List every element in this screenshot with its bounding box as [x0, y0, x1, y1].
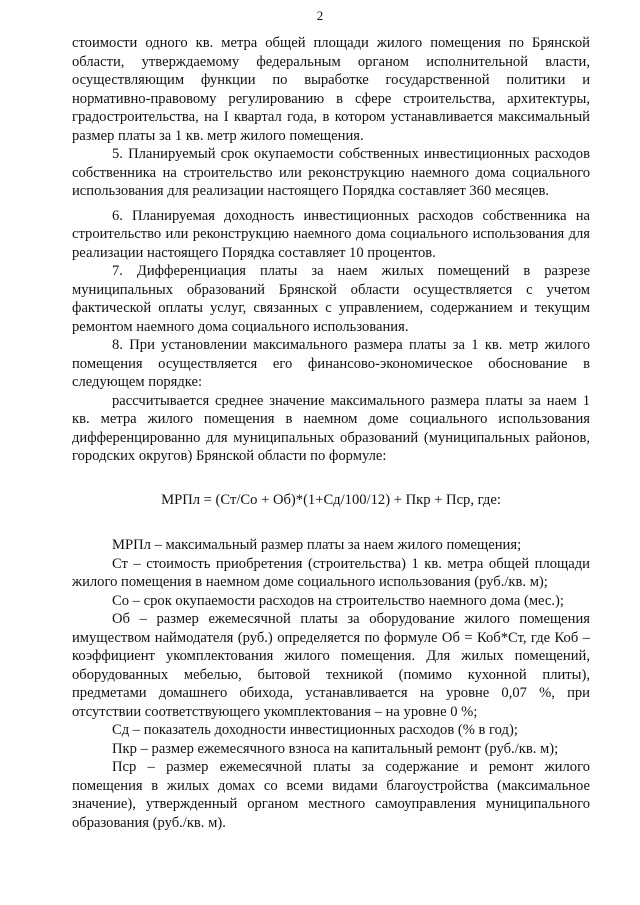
- paragraph-8: 8. При установлении максимального размера платы за 1 кв. метр жилого помещения осуществляется его финансово-экономическое обоснование в следующем порядке:: [72, 337, 590, 390]
- paragraph-5: 5. Планируемый срок окупаемости собственных инвестиционных расходов собственника на строительство или реконструкцию наемного дома социального использования для реализации настоящего Порядка составляет 360 месяцев.: [72, 146, 590, 199]
- paragraph-continuation: стоимости одного кв. метра общей площади жилого помещения по Брянской области, утверждаемому федеральным органом исполнительной власти, осуществляющим функции по выработке государственной политики и нормативно-правовому регулированию в сфере строительства, архитектуры, градостроительства, на I квартал года, в котором устанавливается максимальный размер платы за 1 кв. метр жилого помещения.: [72, 35, 590, 144]
- definition-so: Со – срок окупаемости расходов на строительство наемного дома (мес.);: [112, 592, 564, 609]
- definition-pkr: Пкр – размер ежемесячного взноса на капитальный ремонт (руб./кв. м);: [112, 740, 559, 757]
- definition-st: Ст – стоимость приобретения (строительства) 1 кв. метра общей площади жилого помещения в наемном доме социального использования (руб./кв. м);: [72, 555, 590, 590]
- definition-sd: Сд – показатель доходности инвестиционных расходов (% в год);: [112, 722, 518, 738]
- paragraph-calculation: рассчитывается среднее значение максимального размера платы за наем 1 кв. метра жилого помещения в наемном доме социального использования дифференцированно для муниципальных образований (муниципальных районов, городских округов) Брянской области по формуле:: [72, 392, 590, 464]
- definition-psr: Пср – размер ежемесячной платы за содержание и ремонт жилого помещения в жилых домах со всеми видами благоустройства (максимальное значение), утвержденный органом местного самоуправления муниципального образования (руб./кв. м).: [72, 759, 590, 831]
- document-body: [72, 34, 590, 832]
- definition-ob: Об – размер ежемесячной платы за оборудование жилого помещения имуществом наймодателя (руб.) определяется по формуле Об = Коб*Ст, где Коб – коэффициент укомплектования жилого помещения. Для жилых помещений, оборудованных мебелью, бытовой техникой (помимо кухонной плиты), предметами домашнего обихода, устанавливается на уровне 0,07 %, при отсутствии соответствующего укомплектования – на уровне 0 %;: [72, 611, 590, 720]
- page-number: 2: [316, 8, 324, 23]
- formula: МРПл = (Ст/Со + Об)*(1+Сд/100/12) + Пкр + Пср, где:: [161, 491, 501, 508]
- paragraph-7: 7. Дифференциация платы за наем жилых помещений в разрезе муниципальных образований Брянской области осуществляется с учетом фактической оплаты услуг, связанных с управлением, содержанием и текущим ремонтом наемного дома социального использования.: [72, 263, 590, 335]
- paragraph-6: 6. Планируемая доходность инвестиционных расходов собственника на строительство или реконструкцию наемного дома социального использования для реализации настоящего Порядка составляет 10 процентов.: [72, 207, 590, 261]
- definition-mrpl: МРПл – максимальный размер платы за наем жилого помещения;: [112, 537, 522, 553]
